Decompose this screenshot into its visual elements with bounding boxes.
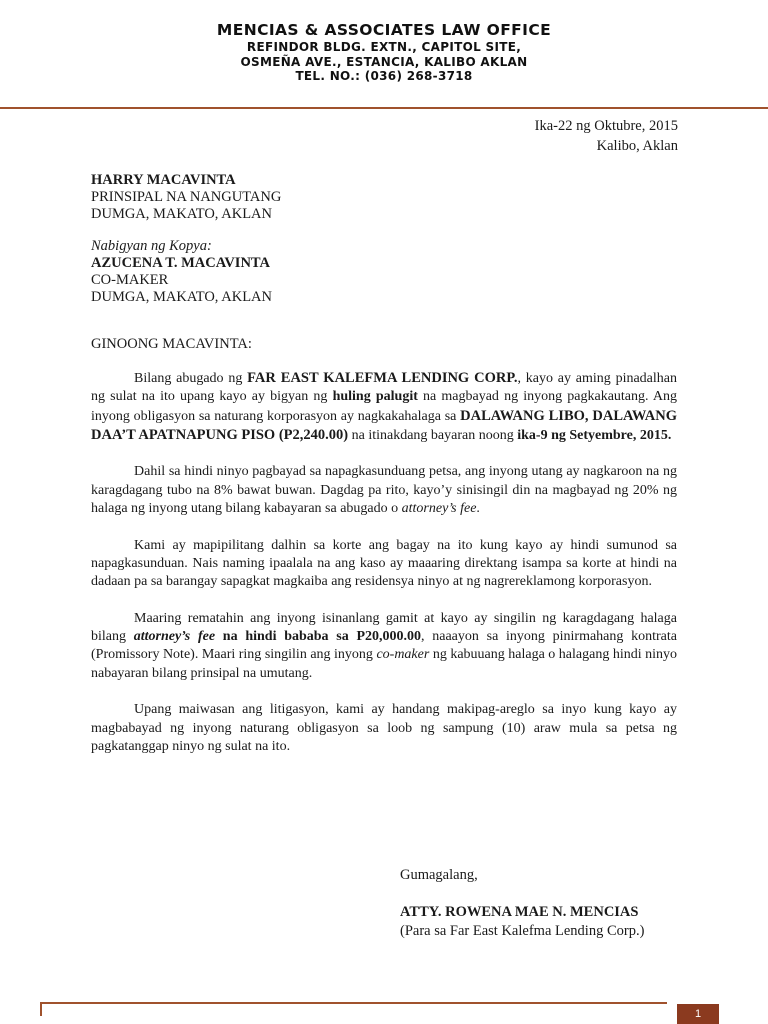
p2-text: Dahil sa hindi ninyo pagbayad sa napagkasunduang petsa, ang inyong utang ay nagkaroon na ng karagdagang tubo na 8% bawat buwan. Dagdag pa rito, kayo’y sinisingil din na magbayad ng 20% ng halaga ng inyong utang bilang kabayaran sa abugado o — [91, 464, 677, 517]
law-office-name: MENCIAS & ASSOCIATES LAW OFFICE — [216, 21, 552, 39]
final-notice-phrase: huling palugit — [332, 389, 418, 405]
signer-name: ATTY. ROWENA MAE N. MENCIAS — [400, 904, 639, 920]
attorneys-fee-term: attorney’s fee — [401, 501, 477, 517]
footer-rule — [40, 1002, 667, 1016]
copy-address: DUMGA, MAKATO, AKLAN — [91, 289, 272, 305]
letter-place: Kalibo, Aklan — [596, 138, 678, 154]
recipient-name: HARRY MACAVINTA — [91, 172, 236, 188]
paragraph-1 — [91, 369, 677, 445]
p1-text: , kayo ay aming pinadalhan ng sulat na ito upang kayo ay bigyan ng — [91, 371, 678, 405]
minimum-fee: na hindi bababa sa P20,000.00 — [215, 629, 422, 645]
copy-name: AZUCENA T. MACAVINTA — [91, 255, 270, 271]
address-line-2: OSMEÑA AVE., ESTANCIA, KALIBO AKLAN — [240, 54, 528, 69]
p4-text: ng kabuuang halaga o halagang hindi ninyo nabayaran bilang prinsipal na umutang. — [91, 647, 677, 681]
salutation: GINOONG MACAVINTA: — [91, 336, 252, 352]
page-number-badge: 1 — [677, 1004, 719, 1024]
amount-due: DALAWANG LIBO, DALAWANG DAA’T APATNAPUNG PISO (P2,240.00) — [91, 407, 677, 443]
paragraph-2 — [91, 463, 677, 518]
closing: Gumagalang, — [400, 867, 478, 883]
paragraph-4 — [91, 610, 677, 683]
copy-furnished-block — [91, 238, 272, 306]
letterhead — [0, 20, 768, 84]
copy-role: CO-MAKER — [91, 272, 169, 288]
due-date: ika-9 ng Setyembre, 2015. — [517, 427, 672, 443]
telephone-line: TEL. NO.: (036) 268-3718 — [295, 69, 473, 83]
paragraph-5: Upang maiwasan ang litigasyon, kami ay handang makipag-areglo sa inyo kung kayo ay magbabayad ng inyong naturang obligasyon sa loob ng sampung (10) araw mula sa petsa ng pagkatanggap ninyo ng sulat na ito. — [91, 702, 677, 754]
p2-text: . — [476, 501, 480, 517]
recipient-block — [91, 172, 281, 223]
attorneys-fee-term: attorney’s fee — [133, 629, 216, 645]
recipient-address: DUMGA, MAKATO, AKLAN — [91, 206, 272, 222]
p1-text: na magbayad ng inyong pagkakautang. Ang inyong obligasyon sa naturang korporasyon ay nagkakahalaga sa — [91, 389, 678, 424]
signature-block — [400, 903, 644, 941]
letter-date: Ika-22 ng Oktubre, 2015 — [534, 118, 678, 134]
p4-text: Maaring rematahin ang inyong isinanlang gamit at kayo ay singilin ng karagdagang halaga bilang — [91, 610, 677, 645]
paragraph-3: Kami ay mapipilitang dalhin sa korte ang bagay na ito kung kayo ay hindi sumunod sa napagkasunduan. Nais naming ipaalala na ang kaso ay maaaring direktang isampa sa korte at hindi na dadaan pa sa barangay sapagkat magkaiba ang residensya ninyo at ng nagrereklamong korporasyon. — [91, 537, 677, 590]
date-block — [535, 116, 678, 156]
header-divider — [0, 107, 768, 109]
co-maker-term: co-maker — [376, 647, 430, 663]
recipient-role: PRINSIPAL NA NANGUTANG — [91, 189, 282, 205]
p1-text: na itinakdang bayaran noong — [348, 427, 518, 443]
copy-label: Nabigyan ng Kopya: — [91, 238, 212, 254]
letter-body — [91, 369, 677, 775]
p4-text: , naaayon sa inyong pinirmahang kontrata (Promissory Note). Maari ring singilin ang inyong — [91, 629, 677, 663]
signer-note: (Para sa Far East Kalefma Lending Corp.) — [400, 923, 645, 939]
p1-text: Bilang abugado ng — [134, 371, 248, 386]
lender-name: FAR EAST KALEFMA LENDING CORP. — [247, 370, 518, 386]
address-line-1: REFINDOR BLDG. EXTN., CAPITOL SITE, — [246, 40, 522, 54]
